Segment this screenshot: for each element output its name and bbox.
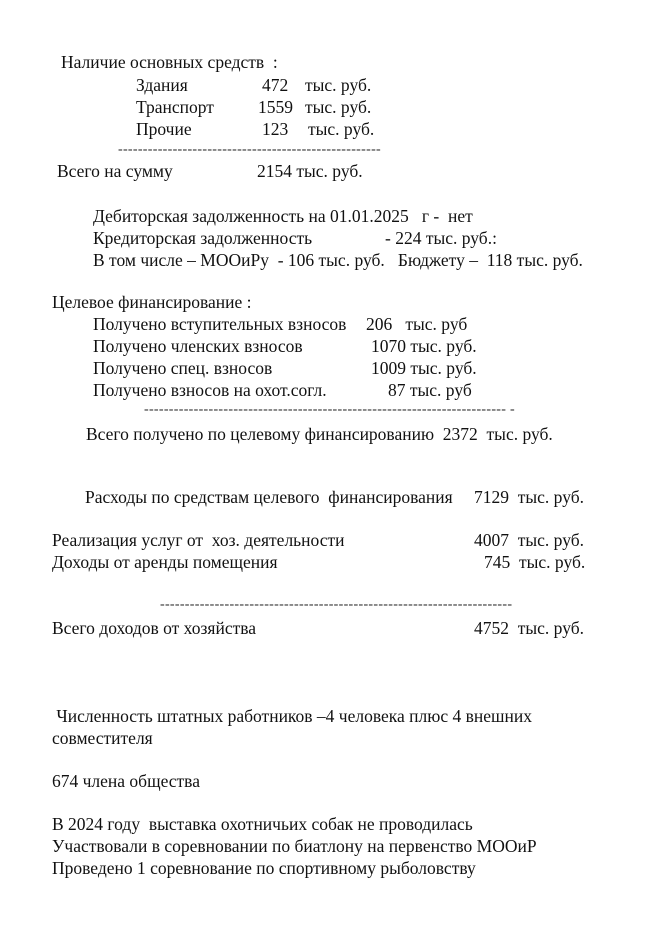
financing-value: 87 тыс. руб [388, 380, 472, 400]
income-label: Реализация услуг от хоз. деятельности [52, 530, 345, 550]
fixed-assets-heading: Наличие основных средств : [61, 52, 278, 72]
receivable-line: Дебиторская задолженность на 01.01.2025 г - нет [93, 206, 473, 226]
fixed-assets-total-value: 2154 тыс. руб. [257, 161, 363, 181]
expenses-label: Расходы по средствам целевого финансирования [85, 487, 453, 507]
financing-label: Получено взносов на охот.согл. [93, 380, 327, 400]
asset-value: 472 [262, 75, 289, 95]
asset-unit: тыс. руб. [305, 97, 372, 117]
financing-label: Получено спец. взносов [93, 358, 273, 378]
asset-value: 123 [262, 119, 289, 139]
financing-value: 1009 тыс. руб. [371, 358, 477, 378]
staff-line-1: Численность штатных работников –4 человека плюс 4 внешних [52, 706, 532, 726]
asset-label: Транспорт [136, 97, 214, 117]
payable-value: - 224 тыс. руб.: [385, 228, 497, 248]
target-financing-heading: Целевое финансирование : [52, 292, 252, 312]
income-label: Доходы от аренды помещения [52, 552, 278, 572]
asset-label: Прочие [136, 119, 192, 139]
financing-value: 1070 тыс. руб. [371, 336, 477, 356]
asset-value: 1559 [258, 97, 293, 117]
income-total-value: 4752 тыс. руб. [474, 618, 584, 638]
event-line: Участвовали в соревновании по биатлону на первенство МООиР [52, 836, 537, 856]
event-line: В 2024 году выставка охотничьих собак не проводилась [52, 814, 473, 834]
asset-unit: тыс. руб. [308, 119, 375, 139]
payable-label: Кредиторская задолженность [93, 228, 313, 248]
income-value: 4007 тыс. руб. [474, 530, 584, 550]
separator-line: ----------------------------------------------------- [118, 144, 381, 156]
asset-label: Здания [136, 75, 188, 95]
financing-value: 206 тыс. руб [366, 314, 468, 334]
expenses-value: 7129 тыс. руб. [474, 487, 584, 507]
members-count: 674 члена общества [52, 771, 200, 791]
fixed-assets-total-label: Всего на сумму [57, 161, 173, 181]
income-value: 745 тыс. руб. [484, 552, 586, 572]
financing-label: Получено членских взносов [93, 336, 303, 356]
asset-unit: тыс. руб. [305, 75, 372, 95]
separator-line: ------------------------------------------------------------------------- - [144, 404, 515, 416]
income-total-label: Всего доходов от хозяйства [52, 618, 257, 638]
separator-line: ----------------------------------------------------------------------- [160, 599, 513, 611]
target-financing-total: Всего получено по целевому финансированию 2372 тыс. руб. [86, 424, 553, 444]
financing-label: Получено вступительных взносов [93, 314, 347, 334]
payable-breakdown: В том числе – МООиРу - 106 тыс. руб. Бюджету – 118 тыс. руб. [93, 250, 583, 270]
staff-line-2: совместителя [52, 728, 153, 748]
event-line: Проведено 1 соревнование по спортивному рыболовству [52, 858, 476, 878]
